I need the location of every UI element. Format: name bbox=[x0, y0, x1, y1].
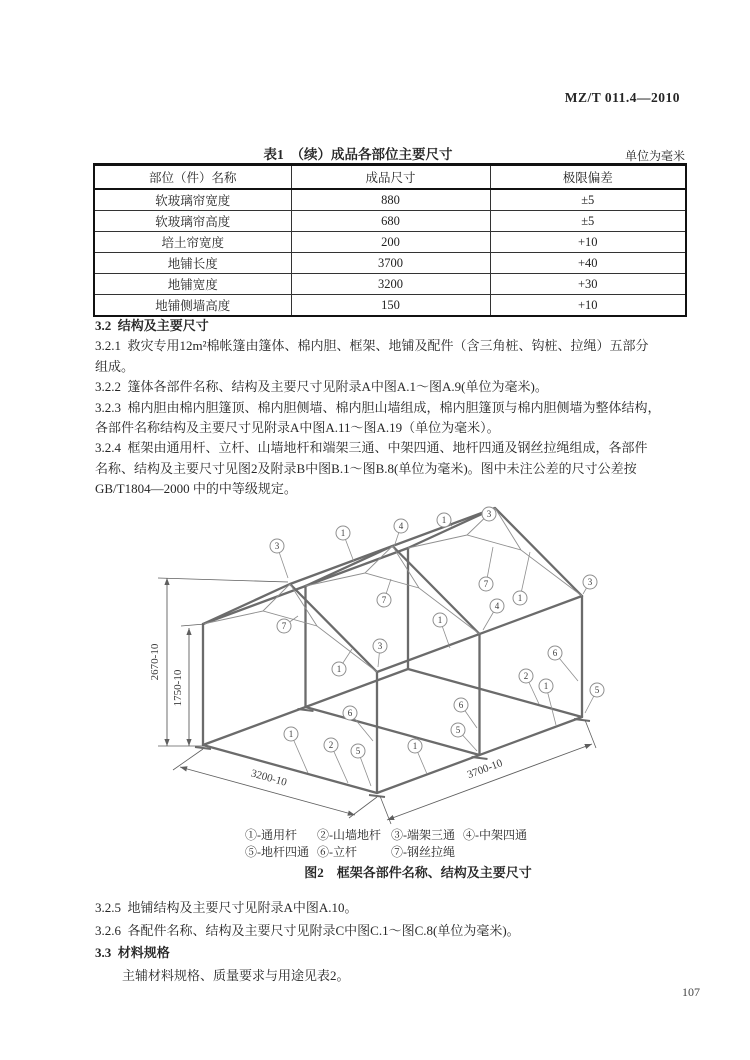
svg-text:3: 3 bbox=[486, 509, 492, 520]
svg-text:7: 7 bbox=[281, 621, 287, 632]
standard-code: MZ/T 011.4—2010 bbox=[564, 90, 680, 105]
svg-text:1: 1 bbox=[412, 741, 418, 752]
svg-text:5: 5 bbox=[455, 725, 461, 736]
callout-pole-ground-near-2 bbox=[539, 679, 556, 725]
unit-note: 单位为毫米 bbox=[624, 149, 685, 163]
callout-end-tee-front-apex bbox=[270, 539, 288, 578]
legend-item-universal-pole: ①-通用杆 bbox=[245, 828, 297, 842]
table-row: 软玻璃帘高度 680 ±5 bbox=[94, 211, 686, 232]
table-row: 培土帘宽度 200 +10 bbox=[94, 232, 686, 253]
svg-text:6: 6 bbox=[347, 708, 353, 719]
svg-text:2670-10: 2670-10 bbox=[149, 643, 161, 681]
clause-text-block bbox=[95, 316, 661, 500]
svg-text:6: 6 bbox=[552, 648, 558, 659]
svg-text:6: 6 bbox=[458, 700, 464, 711]
callout-ground-cross-front bbox=[351, 744, 371, 786]
table-header-row bbox=[94, 165, 686, 190]
callout-ground-cross-middle bbox=[451, 723, 477, 751]
svg-text:1: 1 bbox=[288, 729, 294, 740]
clause-line: 3.2.6 各配件名称、结构及主要尺寸见附录C中图C.1～图C.8(单位为毫米)。 bbox=[95, 922, 520, 938]
table-title: 表1 （续）成品各部位主要尺寸 bbox=[263, 147, 453, 162]
clause-line: 3.2.3 棉内胆由棉内胆篷顶、棉内胆侧墙、棉内胆山墙组成，棉内胆篷顶与棉内胆侧墙为整体结构， bbox=[95, 399, 661, 415]
col-header-finished-size: 成品尺寸 bbox=[291, 165, 490, 190]
svg-text:3: 3 bbox=[274, 541, 280, 552]
svg-text:3700-10: 3700-10 bbox=[465, 757, 505, 782]
clause-line: 3.2.2 篷体各部件名称、结构及主要尺寸见附录A中图A.1～图A.9(单位为毫米)。 bbox=[95, 379, 548, 395]
legend-item-gable-ground-pole: ②-山墙地杆 bbox=[317, 828, 381, 842]
svg-text:2: 2 bbox=[523, 671, 529, 682]
svg-text:2: 2 bbox=[328, 740, 334, 751]
svg-text:3: 3 bbox=[377, 641, 383, 652]
legend-item-wire-rope: ⑦-钢丝拉绳 bbox=[391, 845, 455, 859]
callout-pole-ridge-1 bbox=[336, 526, 354, 562]
callout-pole-near-eave bbox=[433, 613, 450, 648]
figure-caption: 图2 框架各部件名称、结构及主要尺寸 bbox=[304, 865, 532, 880]
svg-text:4: 4 bbox=[398, 521, 404, 532]
callout-ground-cross-right bbox=[585, 683, 604, 713]
clause-line: GB/T1804—2000 中的中等级规定。 bbox=[95, 481, 297, 497]
svg-text:7: 7 bbox=[381, 595, 387, 606]
svg-text:1: 1 bbox=[441, 515, 447, 526]
svg-text:5: 5 bbox=[355, 746, 361, 757]
dimension-eave-height bbox=[172, 624, 205, 746]
svg-text:1: 1 bbox=[437, 615, 443, 626]
callout-wire-rope-back bbox=[479, 547, 493, 591]
dimensions-table bbox=[93, 163, 687, 317]
svg-text:5: 5 bbox=[594, 685, 600, 696]
callout-upright-right bbox=[548, 646, 578, 681]
table-row: 地铺侧墙高度 150 +10 bbox=[94, 295, 686, 317]
callout-wire-rope-middle bbox=[377, 579, 391, 607]
svg-text:1: 1 bbox=[336, 664, 342, 675]
table-row: 地铺长度 3700 +40 bbox=[94, 253, 686, 274]
clause-line: 3.2.4 框架由通用杆、立杆、山墙地杆和端架三通、中架四通、地杆四通及钢丝拉绳组成，各部件 bbox=[95, 440, 648, 456]
page-number: 107 bbox=[682, 985, 700, 999]
svg-text:1: 1 bbox=[543, 681, 549, 692]
col-header-limit-deviation: 极限偏差 bbox=[490, 165, 686, 190]
callout-pole-ground-near-1 bbox=[408, 739, 427, 774]
callout-end-tee-back-eave bbox=[583, 575, 597, 594]
legend-item-mid-frame-cross: ④-中架四通 bbox=[463, 828, 527, 842]
svg-text:4: 4 bbox=[494, 601, 500, 612]
callout-pole-ground-front bbox=[284, 727, 308, 773]
clause-line: 组成。 bbox=[95, 358, 135, 374]
legend-item-upright-pole: ⑥-立杆 bbox=[317, 845, 357, 859]
wire-ropes bbox=[203, 508, 582, 675]
callout-end-tee-front-eave bbox=[373, 639, 387, 667]
callout-gable-ground-back bbox=[519, 669, 539, 704]
callout-end-tee-back-apex bbox=[482, 507, 496, 521]
legend-item-end-frame-tee: ③-端架三通 bbox=[391, 828, 455, 842]
svg-text:7: 7 bbox=[483, 579, 489, 590]
svg-text:1: 1 bbox=[340, 528, 346, 539]
clause-line: 名称、结构及主要尺寸见图2及附录B中图B.1～图B.8(单位为毫米)。图中未注公差的尺寸公差按 bbox=[95, 460, 637, 476]
section-heading-3-2: 3.2 结构及主要尺寸 bbox=[95, 318, 209, 333]
clause-line: 主辅材料规格、质量要求与用途见表2。 bbox=[122, 967, 350, 983]
callout-gable-ground-front bbox=[324, 738, 348, 783]
clause-line: 3.2.5 地铺结构及主要尺寸见附录A中图A.10。 bbox=[95, 900, 358, 915]
svg-text:1750-10: 1750-10 bbox=[172, 669, 184, 707]
table-row: 地铺宽度 3200 +30 bbox=[94, 274, 686, 295]
clause-line: 3.2.1 救灾专用12m²棉帐篷由篷体、棉内胆、框架、地铺及配件（含三角桩、钩桩、拉绳）五部分 bbox=[95, 338, 649, 354]
section-heading-3-3: 3.3 材料规格 bbox=[95, 945, 170, 960]
col-header-part-name: 部位（件）名称 bbox=[94, 165, 291, 190]
callout-pole-back-rafter bbox=[513, 552, 530, 605]
svg-text:3: 3 bbox=[587, 577, 593, 588]
clause-line: 各部件名称结构及主要尺寸见附录A中图A.11～图A.19（单位为毫米）。 bbox=[95, 420, 500, 436]
table-row: 软玻璃帘宽度 880 ±5 bbox=[94, 189, 686, 211]
figure-2-frame-diagram bbox=[140, 500, 650, 830]
svg-text:1: 1 bbox=[517, 593, 523, 604]
callout-wire-rope-front bbox=[277, 616, 298, 633]
callout-pole-front-rafter bbox=[332, 649, 352, 676]
legend-item-ground-cross: ⑤-地杆四通 bbox=[245, 845, 309, 859]
tent-frame-members bbox=[195, 508, 590, 797]
svg-text:3200-10: 3200-10 bbox=[249, 767, 289, 789]
clause-text-block-2 bbox=[95, 897, 520, 987]
